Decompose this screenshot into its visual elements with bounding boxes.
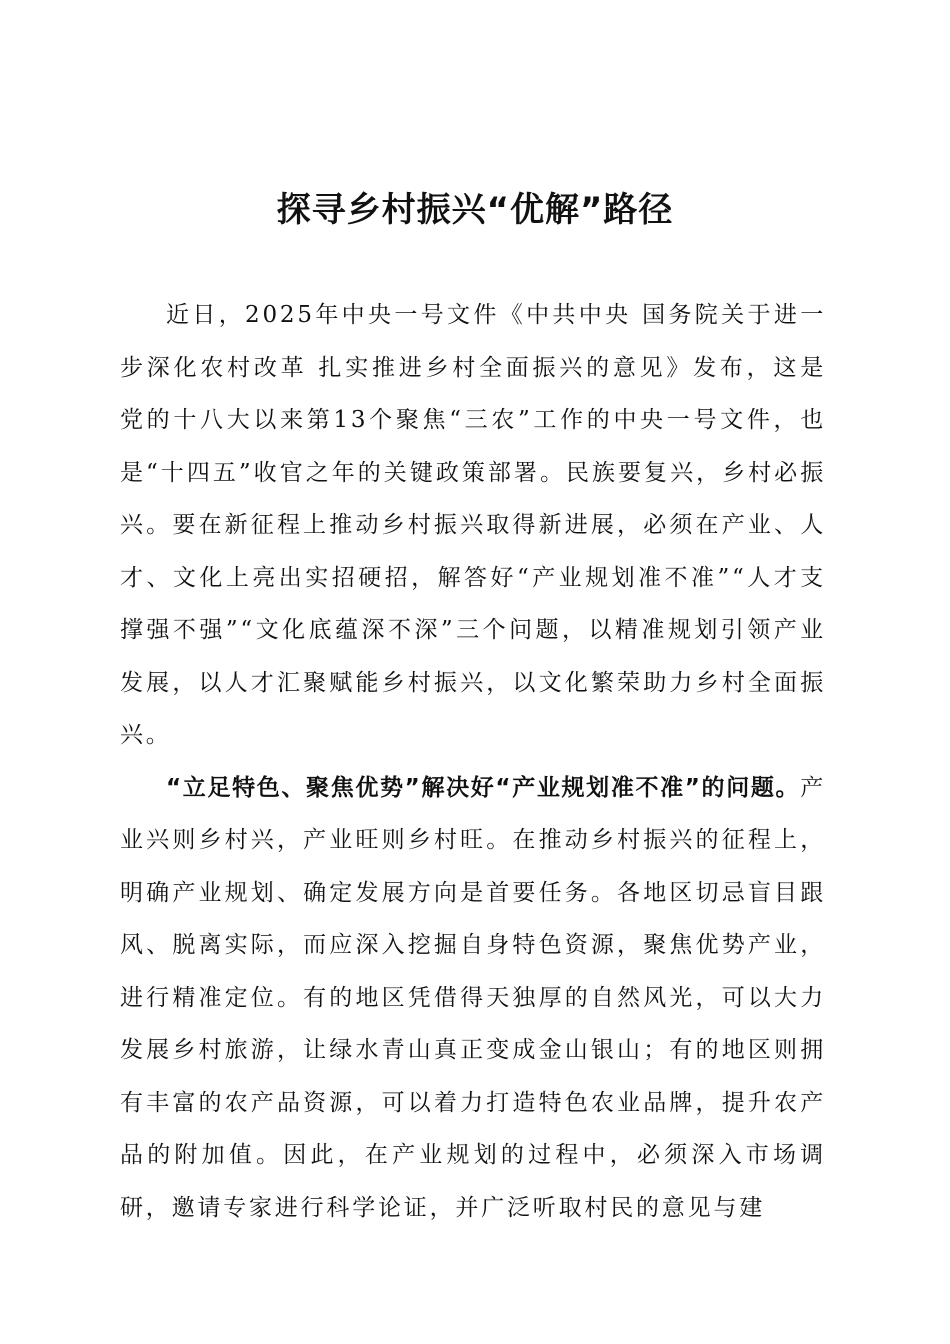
paragraph-industry-planning bbox=[120, 762, 826, 1235]
paragraph-text: 近日，2025年中央一号文件《中共中央 国务院关于进一步深化农村改革 扎实推进乡村全面振兴的意见》发布，这是党的十八大以来第13个聚焦“三农”工作的中央一号文件，也是“十四五”收官之年的关键政策部署。民族要复兴，乡村必振兴。要在新征程上推动乡村振兴取得新进展，必须在产业、人才、文化上亮出实招硬招，解答好“产业规划准不准”“人才支撑强不强”“文化底蕴深不深”三个问题，以精准规划引领产业发展，以人才汇聚赋能乡村振兴，以文化繁荣助力乡村全面振兴。 bbox=[120, 302, 826, 748]
document-body bbox=[120, 289, 826, 1234]
document-title: 探寻乡村振兴“优解”路径 bbox=[276, 190, 674, 230]
paragraph-text: 产业兴则乡村兴，产业旺则乡村旺。在推动乡村振兴的征程上，明确产业规划、确定发展方向是首要任务。各地区切忌盲目跟风、脱离实际，而应深入挖掘自身特色资源，聚焦优势产业，进行精准定位。有的地区凭借得天独厚的自然风光，可以大力发展乡村旅游，让绿水青山真正变成金山银山；有的地区则拥有丰富的农产品资源，可以着力打造特色农业品牌，提升农产品的附加值。因此，在产业规划的过程中，必须深入市场调研，邀请专家进行科学论证，并广泛听取村民的意见与建 bbox=[120, 774, 826, 1221]
paragraph-intro bbox=[120, 289, 826, 762]
paragraph-heading: “立足特色、聚焦优势”解决好“产业规划准不准”的问题。 bbox=[166, 774, 801, 801]
